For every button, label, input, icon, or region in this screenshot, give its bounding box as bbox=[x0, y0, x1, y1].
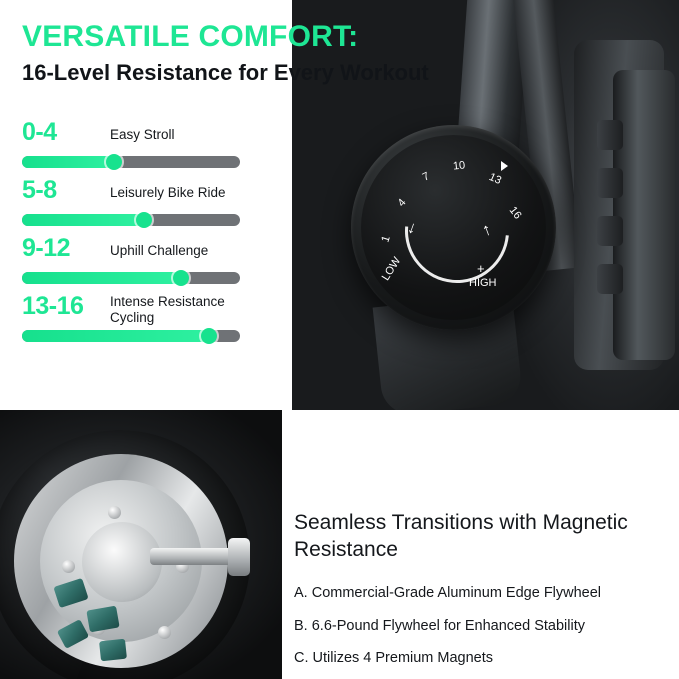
headline-primary: VERSATILE COMFORT: bbox=[22, 20, 359, 53]
knob-plus-label: + bbox=[477, 261, 485, 276]
knob-tick-7: 7 bbox=[420, 170, 432, 184]
level-range: 9-12 bbox=[22, 234, 71, 262]
level-progress-track bbox=[22, 272, 240, 284]
arrow-down-right-icon: ↓ bbox=[480, 221, 495, 242]
axle-end-cap bbox=[228, 538, 250, 576]
level-progress-track bbox=[22, 214, 240, 226]
hub-bolt bbox=[62, 560, 75, 573]
resistance-knob[interactable] bbox=[351, 125, 556, 330]
level-progress-fill bbox=[22, 330, 209, 342]
seat-post-notch bbox=[597, 120, 623, 150]
level-name: Uphill Challenge bbox=[110, 243, 209, 258]
level-progress-track bbox=[22, 156, 240, 168]
panel-list-item: B. 6.6-Pound Flywheel for Enhanced Stability bbox=[294, 617, 585, 634]
knob-tick-10: 10 bbox=[452, 159, 466, 173]
resistance-level-list bbox=[22, 118, 262, 350]
hub-bolt bbox=[158, 626, 171, 639]
flywheel-photo bbox=[0, 410, 282, 679]
panel-feature-list bbox=[294, 584, 669, 679]
knob-tick-16: 16 bbox=[506, 204, 524, 222]
bike-seat-post bbox=[613, 70, 675, 360]
level-range: 0-4 bbox=[22, 118, 57, 146]
magnet-block bbox=[99, 639, 127, 662]
hub-bolt bbox=[108, 506, 121, 519]
level-name: Leisurely Bike Ride bbox=[110, 185, 226, 200]
headline-secondary: 16-Level Resistance for Every Workout bbox=[22, 59, 429, 85]
knob-tick-1: 1 bbox=[379, 234, 393, 244]
level-progress-knob bbox=[136, 212, 152, 228]
seat-post-notch bbox=[597, 216, 623, 246]
level-progress-knob bbox=[173, 270, 189, 286]
headline bbox=[22, 20, 492, 86]
level-range: 5-8 bbox=[22, 176, 57, 204]
knob-face bbox=[361, 135, 546, 320]
seat-post-notch bbox=[597, 264, 623, 294]
level-name: Easy Stroll bbox=[110, 127, 175, 142]
level-row bbox=[22, 118, 262, 176]
panel-list-item: C. Utilizes 4 Premium Magnets bbox=[294, 650, 494, 667]
level-progress-fill bbox=[22, 272, 181, 284]
seat-post-notch bbox=[597, 168, 623, 198]
panel-list-item: A. Commercial-Grade Aluminum Edge Flywheel bbox=[294, 585, 602, 601]
knob-low-label: LOW bbox=[379, 255, 404, 283]
panel-title: Seamless Transitions with Magnetic Resistance bbox=[294, 511, 628, 561]
level-name: Intense Resistance Cycling bbox=[110, 294, 225, 325]
knob-high-label: HIGH bbox=[469, 277, 497, 289]
level-progress-track bbox=[22, 330, 240, 342]
level-progress-knob bbox=[106, 154, 122, 170]
knob-pointer-icon bbox=[501, 161, 508, 171]
arrow-down-left-icon: ↓ bbox=[405, 217, 420, 238]
level-row bbox=[22, 292, 262, 350]
knob-tick-13: 13 bbox=[487, 171, 504, 187]
level-range: 13-16 bbox=[22, 292, 84, 320]
level-row bbox=[22, 176, 262, 234]
magnetic-resistance-panel bbox=[282, 480, 679, 679]
knob-tick-4: 4 bbox=[395, 196, 409, 210]
level-progress-knob bbox=[201, 328, 217, 344]
level-row bbox=[22, 234, 262, 292]
level-progress-fill bbox=[22, 156, 114, 168]
level-progress-fill bbox=[22, 214, 144, 226]
